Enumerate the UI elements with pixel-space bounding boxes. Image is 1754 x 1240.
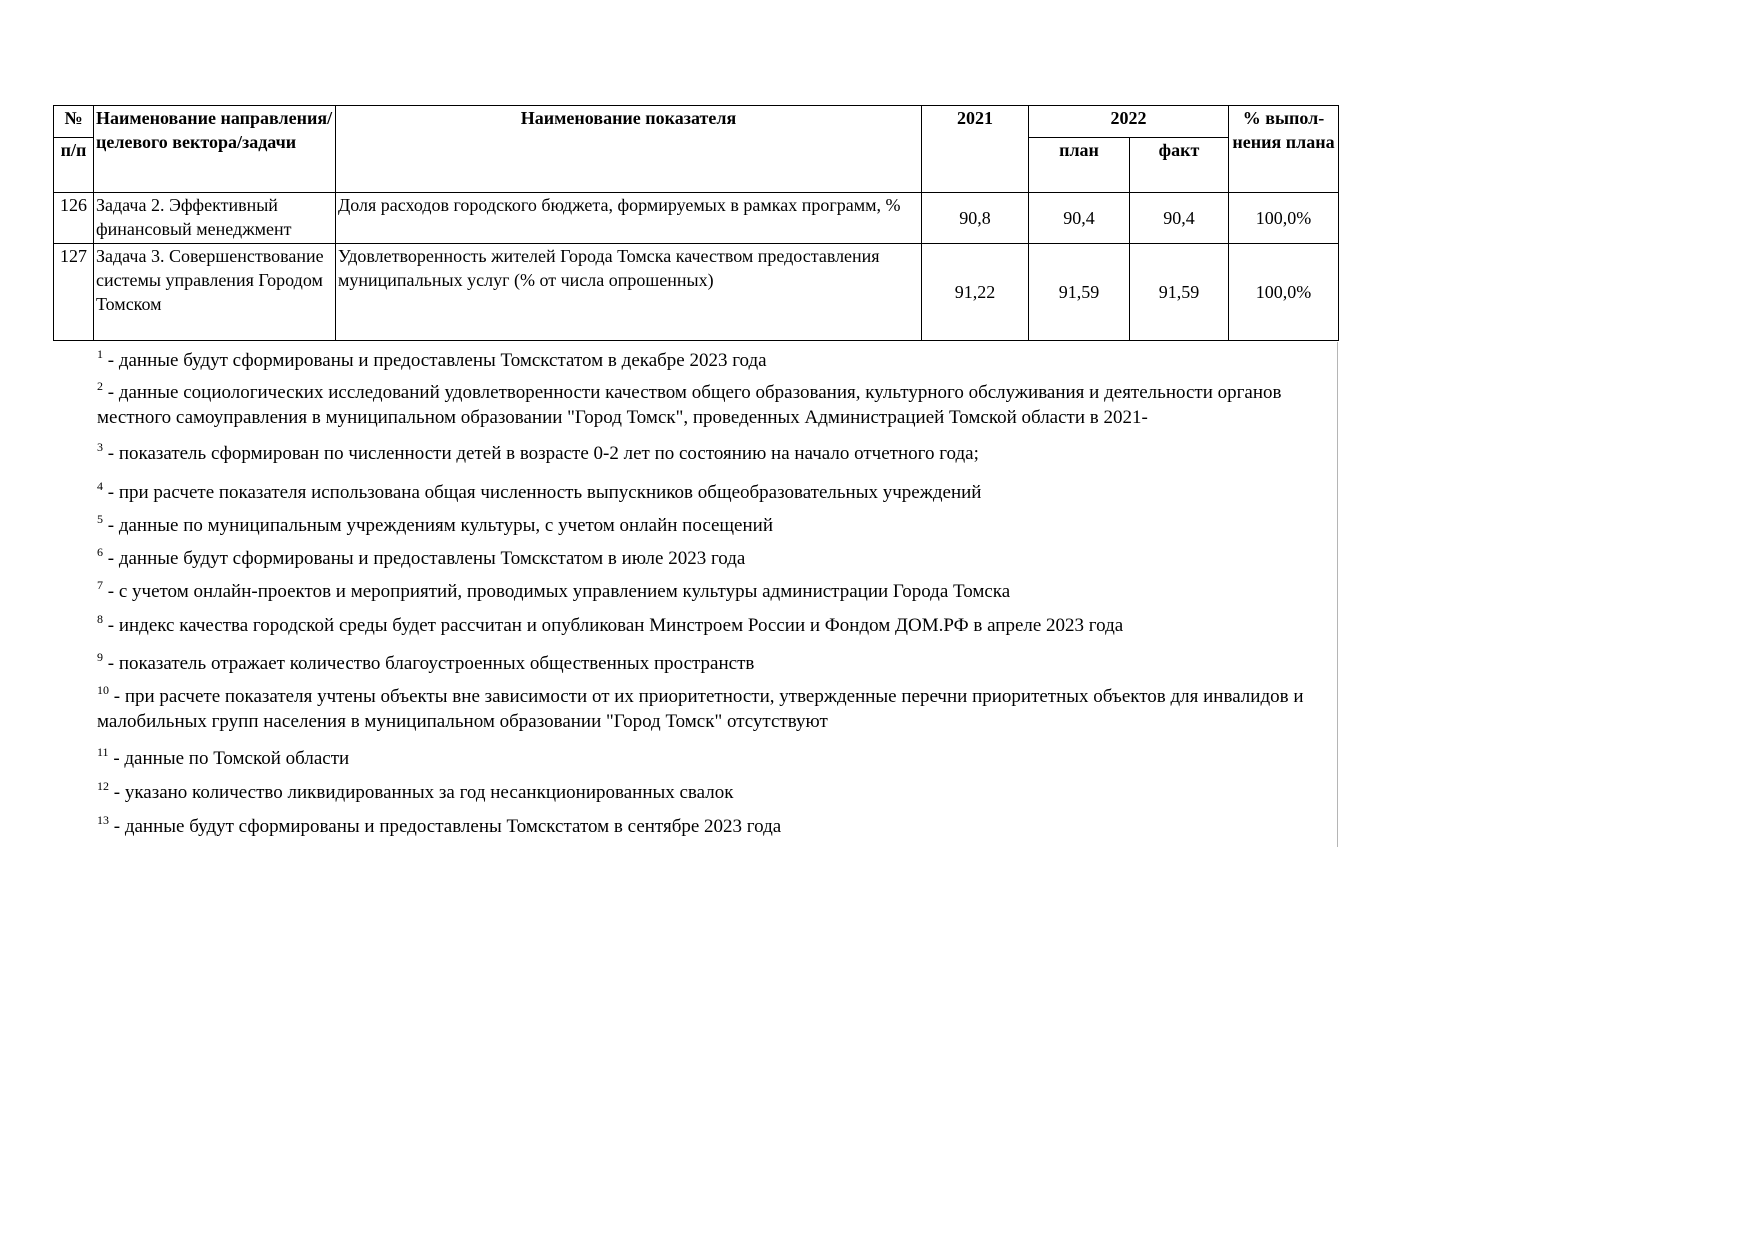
footnote-7 xyxy=(97,579,1332,604)
header-num-top: № xyxy=(64,108,83,128)
header-fact: факт xyxy=(1130,138,1229,193)
footnote-text: - с учетом онлайн-проектов и мероприятий, проводимых управлением культуры администрации Города Томска xyxy=(103,581,1011,602)
row-percent: 100,0% xyxy=(1229,244,1339,341)
footnote-9 xyxy=(97,651,1332,676)
footnote-number: 2 xyxy=(97,378,103,393)
indicators-table xyxy=(53,105,1339,341)
footnote-5 xyxy=(97,513,1332,538)
footnote-number: 6 xyxy=(97,544,103,559)
row-task: Задача 2. Эффективный финансовый менеджмент xyxy=(94,193,336,244)
footnote-2 xyxy=(97,380,1332,430)
footnote-text: - показатель сформирован по численности детей в возрасте 0-2 лет по состоянию на начало отчетного года; xyxy=(103,443,979,464)
table-row xyxy=(54,193,1339,244)
footnote-12 xyxy=(97,780,1332,805)
footnote-6 xyxy=(97,546,1332,571)
footnote-number: 8 xyxy=(97,611,103,626)
footnotes-section xyxy=(97,342,1338,847)
footnote-number: 10 xyxy=(97,682,109,697)
footnote-text: - данные по муниципальным учреждениям культуры, с учетом онлайн посещений xyxy=(103,515,773,536)
table-row xyxy=(54,244,1339,341)
row-fact-2022: 90,4 xyxy=(1130,193,1229,244)
row-num: 127 xyxy=(54,244,94,341)
footnote-1 xyxy=(97,348,1332,373)
header-num-bottom: п/п xyxy=(54,138,94,193)
header-2021: 2021 xyxy=(922,106,1029,193)
footnote-number: 1 xyxy=(97,346,103,361)
footnote-4 xyxy=(97,480,1332,505)
footnote-text: - данные будут сформированы и предоставлены Томскстатом в декабре 2023 года xyxy=(103,350,767,371)
footnote-number: 12 xyxy=(97,778,109,793)
footnote-number: 5 xyxy=(97,511,103,526)
footnote-3 xyxy=(97,441,1332,466)
row-num: 126 xyxy=(54,193,94,244)
footnote-text: - данные социологических исследований удовлетворенности качеством общего образования, культурного обслуживания и деятельности органов местного самоуправления в муниципальном образовании "Город Томск", проведенных Администрацией Томской области в 2021- xyxy=(97,382,1282,428)
row-fact-2022: 91,59 xyxy=(1130,244,1229,341)
header-direction: Наименование направления/целевого вектора/задачи xyxy=(94,106,336,193)
row-task: Задача 3. Совершенствование системы управления Городом Томском xyxy=(94,244,336,341)
row-value-2021: 91,22 xyxy=(922,244,1029,341)
header-indicator: Наименование показателя xyxy=(336,106,922,193)
header-plan: план xyxy=(1029,138,1130,193)
footnote-text: - при расчете показателя использована общая численность выпускников общеобразовательных учреждений xyxy=(103,482,982,503)
footnote-10 xyxy=(97,684,1332,734)
row-value-2021: 90,8 xyxy=(922,193,1029,244)
footnote-11 xyxy=(97,746,1332,771)
footnote-number: 11 xyxy=(97,744,109,759)
row-indicator: Доля расходов городского бюджета, формируемых в рамках программ, % xyxy=(336,193,922,244)
footnote-text: - данные по Томской области xyxy=(108,748,350,769)
footnote-8 xyxy=(97,613,1332,638)
footnote-text: - при расчете показателя учтены объекты вне зависимости от их приоритетности, утвержденные перечни приоритетных объектов для инвалидов и малобильных групп населения в муниципальном образовании "Город Томск" отсутствуют xyxy=(97,686,1304,732)
header-2022: 2022 xyxy=(1029,106,1229,138)
footnote-text: - индекс качества городской среды будет рассчитан и опубликован Минстроем России и Фондом ДОМ.РФ в апреле 2023 года xyxy=(103,615,1124,636)
footnote-number: 7 xyxy=(97,577,103,592)
header-num xyxy=(54,106,94,138)
footnote-number: 9 xyxy=(97,649,103,664)
footnote-13 xyxy=(97,814,1332,839)
footnote-text: - указано количество ликвидированных за год несанкционированных свалок xyxy=(109,782,734,803)
footnote-number: 4 xyxy=(97,478,103,493)
footnote-text: - данные будут сформированы и предоставлены Томскстатом в июле 2023 года xyxy=(103,548,746,569)
footnote-number: 13 xyxy=(97,812,109,827)
row-plan-2022: 91,59 xyxy=(1029,244,1130,341)
row-plan-2022: 90,4 xyxy=(1029,193,1130,244)
row-indicator: Удовлетворенность жителей Города Томска качеством предоставления муниципальных услуг (% от числа опрошенных) xyxy=(336,244,922,341)
header-percent: % выпол-нения плана xyxy=(1229,106,1339,193)
row-percent: 100,0% xyxy=(1229,193,1339,244)
footnote-number: 3 xyxy=(97,439,103,454)
footnote-text: - данные будут сформированы и предоставлены Томскстатом в сентябре 2023 года xyxy=(109,816,782,837)
footnote-text: - показатель отражает количество благоустроенных общественных пространств xyxy=(103,653,755,674)
